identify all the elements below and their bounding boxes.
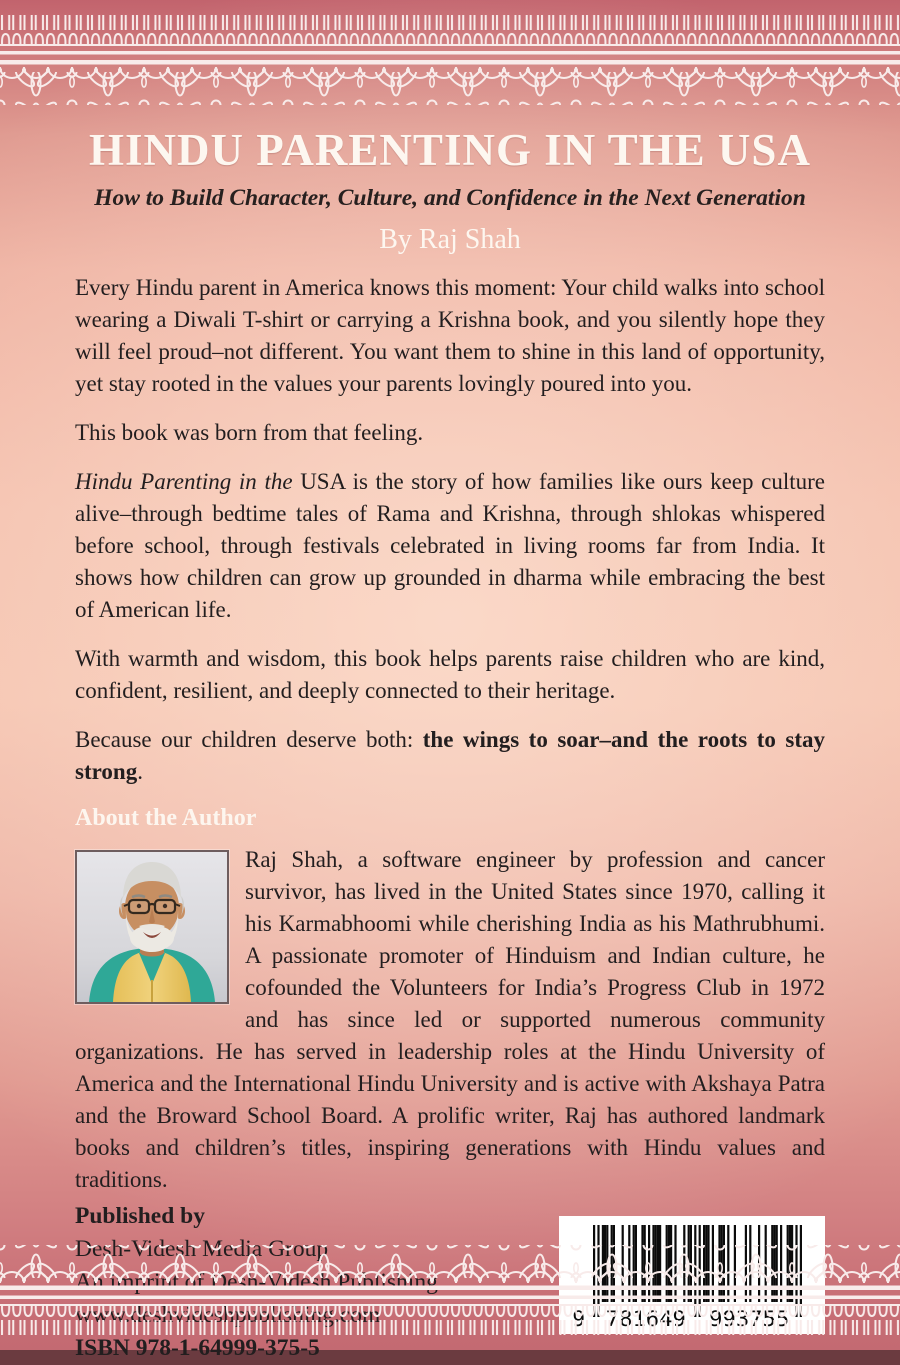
- lace-border-top-icon: [0, 0, 900, 105]
- paragraph-text: .: [137, 759, 143, 785]
- author-bio-text: Raj Shah, a software engineer by profession and cancer survivor, has lived in the United States since 1970, calling it his Karmabhoomi while cherishing India as his Mathrubhumi. A passionate promoter of Hinduism and Indian culture, he cofounded the Volunteers for India’s Progress Club in 1972 and has since led or supported numerous community organizations. He has served in leadership roles at the Hindu University of America and the International Hindu University and is active with Akshaya Patra and the Broward School Board. A prolific writer, Raj has authored landmark books and children’s titles, inspiring generations with Hindu values and traditions.: [75, 847, 825, 1193]
- book-subtitle: How to Build Character, Culture, and Confidence in the Next Generation: [94, 185, 806, 212]
- lace-border-bottom-icon: [0, 1245, 900, 1350]
- paragraph-italic-title: Hindu Parenting in the: [75, 469, 301, 495]
- paragraph-text: Because our children deserve both:: [75, 727, 423, 753]
- author-bio: [75, 844, 825, 1196]
- paragraph-text: With warmth and wisdom, this book helps parents raise children who are kind, confident, resilient, and deeply connected to their heritage.: [75, 646, 825, 704]
- author-byline: By Raj Shah: [379, 224, 521, 256]
- published-by-label: Published by: [75, 1203, 205, 1230]
- paragraph-text: This book was born from that feeling.: [75, 420, 424, 446]
- blurb-paragraph: [75, 272, 825, 400]
- blurb-paragraph: [75, 466, 825, 626]
- book-title: HINDU PARENTING IN THE USA: [89, 125, 811, 175]
- blurb-paragraph: [75, 724, 825, 788]
- author-photo: [75, 850, 229, 1004]
- cover-content: [75, 105, 825, 1362]
- isbn-number: ISBN 978-1-64999-375-5: [75, 1335, 320, 1362]
- about-the-author-heading: About the Author: [75, 805, 257, 832]
- blurb-paragraph: [75, 643, 825, 707]
- paragraph-text: USA is the story of how families like ours keep culture alive–through bedtime tales of Rama and Krishna, through shlokas whispered before school, through festivals celebrated in living rooms far from India. It shows how children can grow up grounded in dharma while embracing the best of American life.: [75, 469, 825, 623]
- blurb-paragraph: [75, 417, 825, 449]
- author-portrait-icon: [77, 852, 227, 1002]
- paragraph-bold-phrase: the wings to soar–and the roots to stay strong: [75, 727, 825, 785]
- paragraph-text: Every Hindu parent in America knows this moment: Your child walks into school wearing a Diwali T-shirt or carrying a Krishna book, and you silently hope they will feel proud–not different. You want them to shine in this land of opportunity, yet stay rooted in the values your parents lovingly poured into you.: [75, 275, 825, 397]
